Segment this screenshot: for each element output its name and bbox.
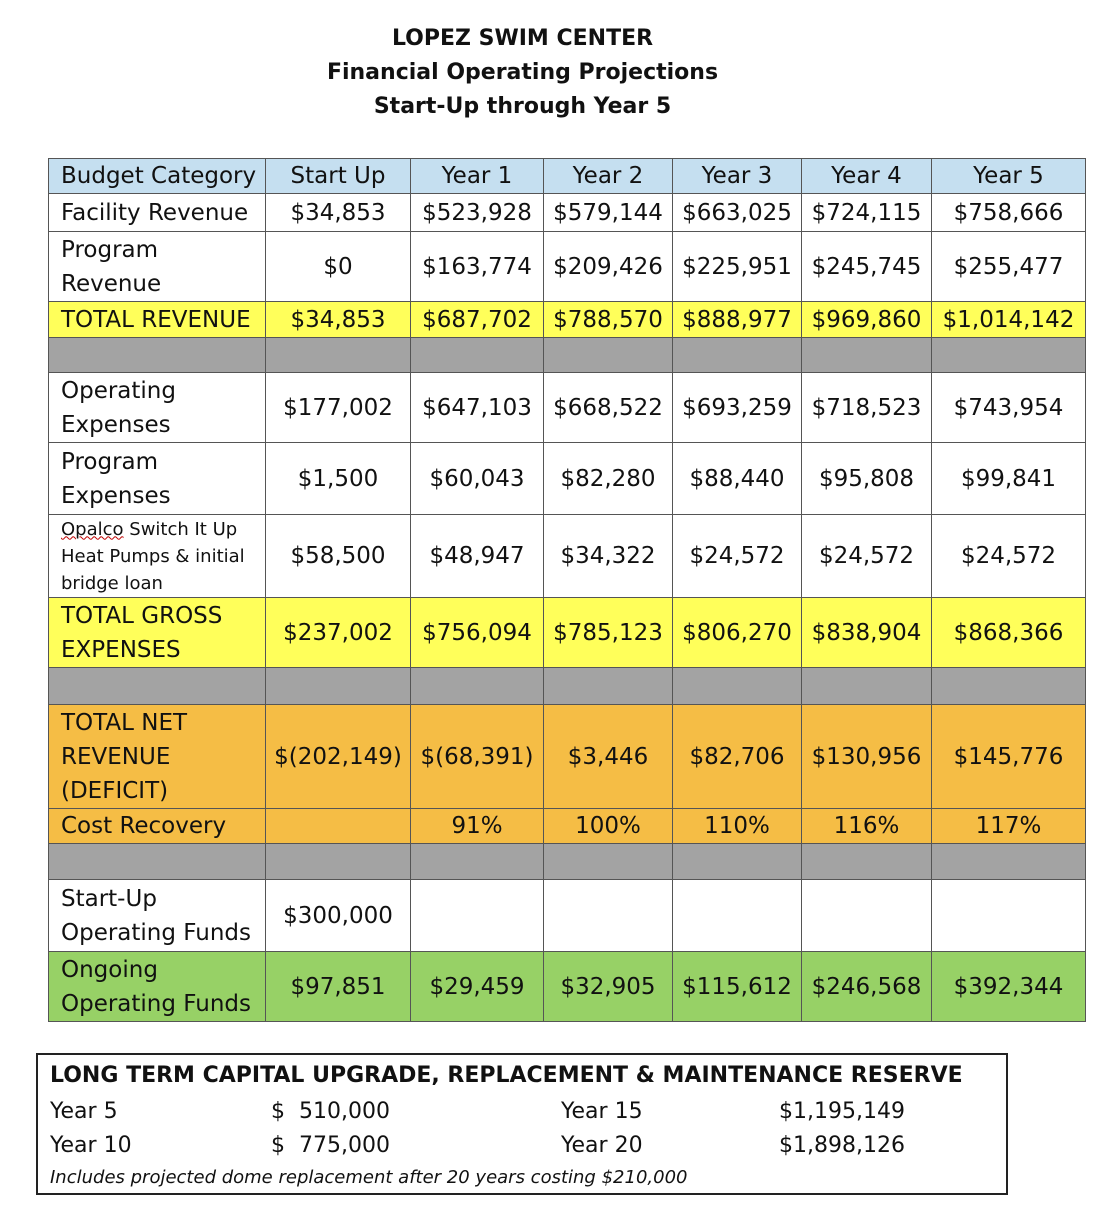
row-label: Cost Recovery (49, 809, 266, 844)
column-header: Year 5 (932, 159, 1086, 194)
table-cell: $225,951 (673, 232, 802, 302)
separator-row (49, 844, 1086, 880)
row-label-word: Opalco (61, 518, 124, 540)
table-cell: $246,568 (802, 952, 932, 1022)
table-cell: $785,123 (544, 598, 673, 668)
table-cell: 91% (411, 809, 544, 844)
table-row-program-revenue (49, 232, 1086, 302)
table-cell: $95,808 (802, 443, 932, 515)
reserve-value: $1,898,126 (779, 1133, 905, 1158)
table-cell (802, 880, 932, 952)
table-cell: 117% (932, 809, 1086, 844)
reserve-label: Year 15 (561, 1099, 643, 1124)
column-header: Year 1 (411, 159, 544, 194)
reserve-label: Year 5 (50, 1099, 118, 1124)
table-cell: $97,851 (266, 952, 411, 1022)
reserve-label: Year 10 (50, 1133, 132, 1158)
table-header-row (49, 159, 1086, 194)
table-cell: $145,776 (932, 705, 1086, 809)
table-cell (266, 809, 411, 844)
table-row-opalco-heat-pumps (49, 515, 1086, 598)
table-row-program-expenses (49, 443, 1086, 515)
reserve-value: $1,195,149 (779, 1099, 905, 1124)
table-cell: $163,774 (411, 232, 544, 302)
table-cell: $969,860 (802, 302, 932, 338)
table-cell: $579,144 (544, 194, 673, 232)
column-header: Year 2 (544, 159, 673, 194)
table-cell: $48,947 (411, 515, 544, 598)
table-cell: $788,570 (544, 302, 673, 338)
table-cell: $3,446 (544, 705, 673, 809)
table-cell: $718,523 (802, 373, 932, 443)
table-cell: $888,977 (673, 302, 802, 338)
table-cell: $300,000 (266, 880, 411, 952)
reserve-value: $ 775,000 (271, 1133, 390, 1158)
table-cell: $392,344 (932, 952, 1086, 1022)
reserve-note: Includes projected dome replacement after 20 years costing $210,000 (50, 1167, 688, 1188)
table-cell: $(202,149) (266, 705, 411, 809)
budget-table (48, 158, 1086, 1022)
document-title: LOPEZ SWIM CENTER (391, 26, 654, 51)
table-cell: $24,572 (673, 515, 802, 598)
table-row-cost-recovery (49, 809, 1086, 844)
row-label: Ongoing Operating Funds (49, 952, 266, 1022)
table-cell: $58,500 (266, 515, 411, 598)
table-cell: 116% (802, 809, 932, 844)
table-row-operating-expenses (49, 373, 1086, 443)
table-cell: $838,904 (802, 598, 932, 668)
reserve-title: LONG TERM CAPITAL UPGRADE, REPLACEMENT & MAINTENANCE RESERVE (50, 1063, 963, 1088)
table-cell: $868,366 (932, 598, 1086, 668)
table-cell: $34,853 (266, 194, 411, 232)
table-cell: 110% (673, 809, 802, 844)
table-cell: $237,002 (266, 598, 411, 668)
table-cell: 100% (544, 809, 673, 844)
reserve-label: Year 20 (561, 1133, 643, 1158)
table-cell: $99,841 (932, 443, 1086, 515)
row-label: Start-Up Operating Funds (49, 880, 266, 952)
row-label: Program Expenses (49, 443, 266, 515)
separator-row (49, 338, 1086, 373)
row-label: TOTAL REVENUE (49, 302, 266, 338)
table-row-facility-revenue (49, 194, 1086, 232)
row-label: Operating Expenses (49, 373, 266, 443)
column-header: Budget Category (49, 159, 266, 194)
table-cell: $82,280 (544, 443, 673, 515)
table-cell: $115,612 (673, 952, 802, 1022)
table-cell: $724,115 (802, 194, 932, 232)
table-cell: $245,745 (802, 232, 932, 302)
document-period: Start-Up through Year 5 (373, 94, 672, 119)
table-cell: $1,500 (266, 443, 411, 515)
row-label: TOTAL GROSS EXPENSES (49, 598, 266, 668)
table-cell: $255,477 (932, 232, 1086, 302)
table-cell: $663,025 (673, 194, 802, 232)
table-row-total-revenue (49, 302, 1086, 338)
table-cell: $177,002 (266, 373, 411, 443)
table-cell (932, 880, 1086, 952)
table-cell: $24,572 (932, 515, 1086, 598)
table-cell: $24,572 (802, 515, 932, 598)
document-subtitle: Financial Operating Projections (326, 60, 719, 85)
table-cell: $1,014,142 (932, 302, 1086, 338)
table-cell (411, 880, 544, 952)
table-cell: $60,043 (411, 443, 544, 515)
table-cell: $82,706 (673, 705, 802, 809)
table-cell (544, 880, 673, 952)
column-header: Year 4 (802, 159, 932, 194)
table-cell: $523,928 (411, 194, 544, 232)
table-row-ongoing-funds (49, 952, 1086, 1022)
column-header: Year 3 (673, 159, 802, 194)
row-label-rest: Switch It Up Heat Pumps & initial bridge loan (61, 518, 245, 594)
table-cell: $693,259 (673, 373, 802, 443)
row-label: TOTAL NET REVENUE (DEFICIT) (49, 705, 266, 809)
table-cell: $209,426 (544, 232, 673, 302)
table-cell (673, 880, 802, 952)
table-cell: $743,954 (932, 373, 1086, 443)
table-cell: $756,094 (411, 598, 544, 668)
reserve-value: $ 510,000 (271, 1099, 390, 1124)
table-row-total-net-revenue (49, 705, 1086, 809)
row-label: Program Revenue (49, 232, 266, 302)
row-label: Facility Revenue (49, 194, 266, 232)
table-cell: $806,270 (673, 598, 802, 668)
table-cell: $0 (266, 232, 411, 302)
table-cell: $668,522 (544, 373, 673, 443)
table-cell: $34,322 (544, 515, 673, 598)
column-header: Start Up (266, 159, 411, 194)
document-header (0, 22, 1045, 124)
separator-row (49, 668, 1086, 705)
row-label (49, 515, 266, 598)
table-cell: $130,956 (802, 705, 932, 809)
table-row-total-gross-expenses (49, 598, 1086, 668)
table-cell: $687,702 (411, 302, 544, 338)
capital-reserve-box (36, 1053, 1008, 1195)
table-cell: $88,440 (673, 443, 802, 515)
table-cell: $34,853 (266, 302, 411, 338)
table-cell: $647,103 (411, 373, 544, 443)
table-cell: $758,666 (932, 194, 1086, 232)
table-row-startup-funds (49, 880, 1086, 952)
table-cell: $32,905 (544, 952, 673, 1022)
table-cell: $29,459 (411, 952, 544, 1022)
table-cell: $(68,391) (411, 705, 544, 809)
